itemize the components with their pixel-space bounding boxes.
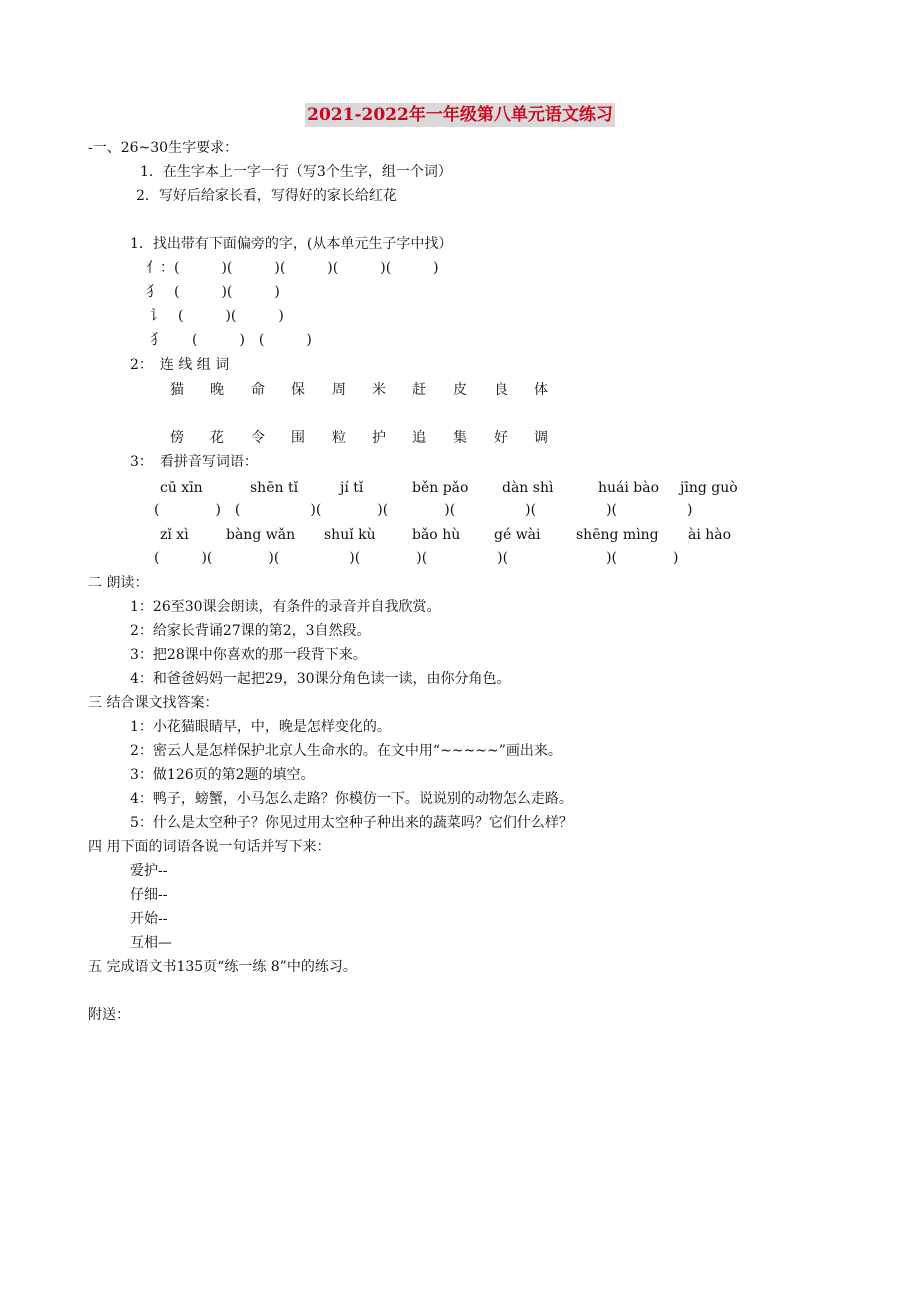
section-4-heading: 四 用下面的词语各说一句话并写下来： [88, 839, 331, 855]
link-word: 集 [453, 430, 467, 446]
pinyin-word: shēn tǐ [250, 480, 299, 496]
section-1-heading: -一、26~30生字要求： [88, 140, 239, 156]
pinyin-word: gé wài [494, 527, 541, 543]
pinyin-word: ài hào [688, 527, 732, 543]
answer-item-2: 2：密云人是怎样保护北京人生命水的。在文中用“~~~~~”画出来。 [130, 743, 562, 759]
word-item-3: 开始-- [130, 911, 168, 927]
link-word: 猫 [170, 382, 184, 398]
link-word: 保 [291, 382, 305, 398]
pinyin-row-2 [0, 525, 920, 545]
reading-item-3: 3：把28课中你喜欢的那一段背下来。 [130, 647, 367, 663]
pinyin-word: shēng mìng [576, 527, 659, 543]
pinyin-word: běn pǎo [412, 480, 469, 496]
answer-blanks-row-2: ( )( )( )( )( )( )( ) [154, 550, 679, 566]
requirement-2: 2．写好后给家长看，写得好的家长给红花 [136, 188, 397, 204]
answer-blanks-row-1: ( ) ( )( )( )( )( )( ) [154, 502, 693, 518]
reading-item-1: 1：26至30课会朗读，有条件的录音并自我欣赏。 [130, 599, 441, 615]
link-word: 体 [534, 382, 548, 398]
link-word: 良 [494, 382, 508, 398]
appendix-label: 附送： [88, 1007, 130, 1023]
link-word: 傍 [170, 430, 184, 446]
reading-item-2: 2：给家长背诵27课的第2，3自然段。 [130, 623, 371, 639]
document-title [0, 100, 920, 125]
link-word: 晚 [210, 382, 224, 398]
word-item-1: 爱护-- [130, 863, 168, 879]
link-word: 围 [291, 430, 305, 446]
pinyin-row-1 [0, 478, 920, 498]
question-2: 2： 连 线 组 词 [130, 357, 230, 373]
answer-item-4: 4：鸭子，螃蟹，小马怎么走路？你模仿一下。说说别的动物怎么走路。 [130, 791, 573, 807]
pinyin-word: cū xīn [160, 480, 203, 496]
pinyin-word: jīng guò [680, 480, 738, 496]
link-word: 米 [372, 382, 386, 398]
pinyin-word: dàn shì [502, 480, 554, 496]
requirement-1: 1．在生字本上一字一行（写3个生字，组一个词） [140, 164, 452, 180]
link-words-row-2 [0, 428, 920, 448]
link-word: 周 [332, 382, 346, 398]
question-3: 3： 看拼音写词语： [130, 454, 258, 470]
link-word: 追 [412, 430, 426, 446]
link-word: 赶 [412, 382, 426, 398]
section-2-heading: 二 朗读： [88, 575, 149, 591]
link-word: 好 [494, 430, 508, 446]
pinyin-word: huái bào [598, 480, 660, 496]
link-word: 护 [372, 430, 386, 446]
link-word: 令 [251, 430, 265, 446]
radical-row-3: 讠 ( )( ) [150, 308, 284, 324]
answer-item-1: 1：小花猫眼睛早，中，晚是怎样变化的。 [130, 719, 391, 735]
pinyin-word: zǐ xì [160, 527, 189, 543]
word-item-4: 互相— [130, 935, 172, 951]
link-word: 花 [210, 430, 224, 446]
word-item-2: 仔细-- [130, 887, 168, 903]
radical-row-2: 犭 ( )( ) [146, 284, 280, 300]
question-1: 1．找出带有下面偏旁的字，(从本单元生子字中找） [130, 236, 453, 252]
radical-row-4: 犭 ( ) ( ) [150, 332, 312, 348]
pinyin-word: jí tǐ [340, 480, 364, 496]
pinyin-word: bǎo hù [412, 527, 461, 543]
section-5-heading: 五 完成语文书135页“练一练 8”中的练习。 [88, 959, 357, 975]
pinyin-word: bàng wǎn [226, 527, 296, 543]
section-3-heading: 三 结合课文找答案： [88, 695, 219, 711]
pinyin-word: shuǐ kù [324, 527, 376, 543]
link-word: 命 [251, 382, 265, 398]
radical-row-1: 亻：( )( )( )( )( ) [146, 260, 439, 276]
link-word: 调 [534, 430, 548, 446]
link-word: 粒 [332, 430, 346, 446]
title-text: 2021-2022年一年级第八单元语文练习 [307, 105, 613, 125]
reading-item-4: 4：和爸爸妈妈一起把29，30课分角色读一读，由你分角色。 [130, 671, 511, 687]
answer-item-3: 3：做126页的第2题的填空。 [130, 767, 315, 783]
link-words-row-1 [0, 380, 920, 400]
link-word: 皮 [453, 382, 467, 398]
answer-item-5: 5：什么是太空种子？你见过用太空种子种出来的蔬菜吗？它们什么样？ [130, 815, 573, 831]
